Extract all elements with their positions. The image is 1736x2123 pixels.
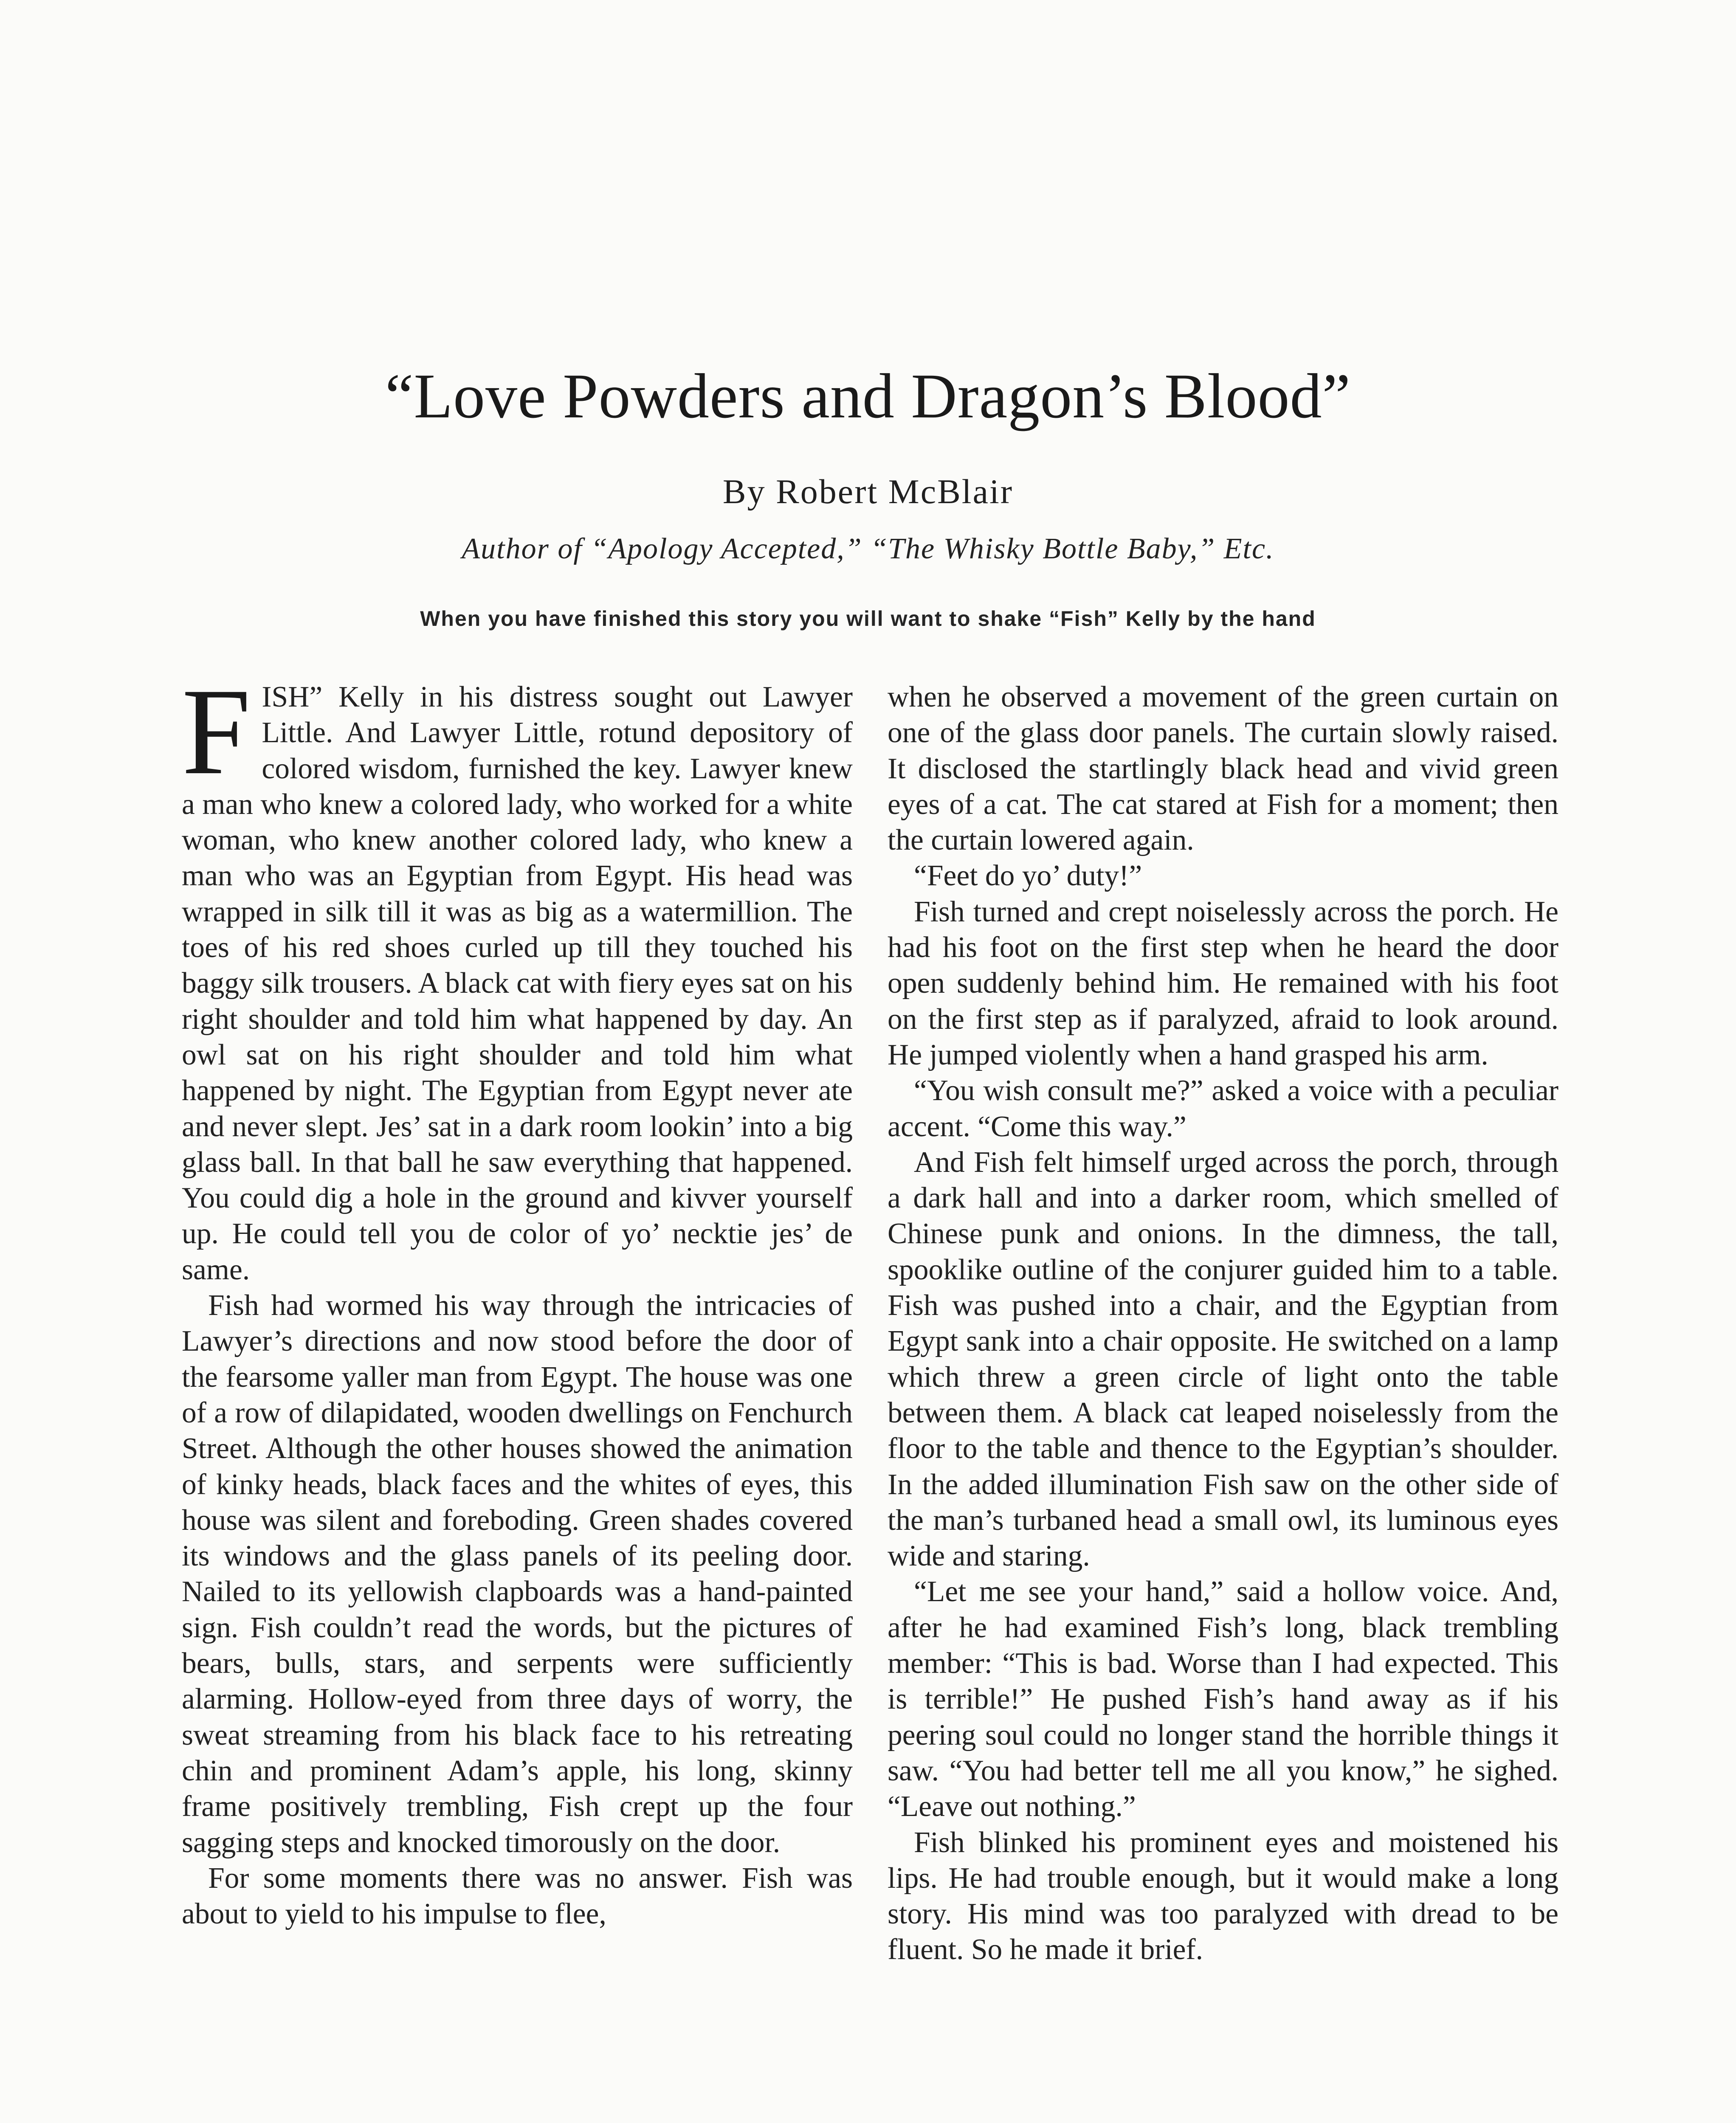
story-tagline: When you have finished this story you will want to shake “Fish” Kelly by the hand [420, 607, 1316, 631]
paragraph: “You wish consult me?” asked a voice with a peculiar accent. “Come this way.” [888, 1074, 1558, 1143]
paragraph: “Let me see your hand,” said a hollow voice. And, after he had examined Fish’s long, black trembling member: “This is bad. Worse than I had expected. This is terrible!” He pushed Fish’s hand away as if his peering soul could no longer stand the horrible things it saw. “You had better tell me all you know,” he sighed. “Leave out nothing.” [888, 1575, 1558, 1823]
drop-cap: F [182, 663, 251, 800]
paragraph: For some moments there was no answer. Fish was about to yield to his impulse to flee, [182, 1861, 853, 1931]
paragraph-text: ISH” Kelly in his distress sought out Lawyer Little. And Lawyer Little, rotund depository of colored wisdom, furnished the key. Lawyer knew a man who knew a colored lady, who worked for a white woman, who knew another colored lady, who knew a man who was an Egyptian from Egypt. His head was wrapped in silk till it was as big as a watermillion. The toes of his red shoes curled up till they touched his baggy silk trousers. A black cat with fiery eyes sat on his right shoulder and told him what happened by day. An owl sat on his right shoulder and told him what happened by night. The Egyptian from Egypt never ate and never slept. Jes’ sat in a dark room lookin’ into a big glass ball. In that ball he saw everything that happened. You could dig a hole in the ground and kivver yourself up. He could tell you de color of yo’ necktie jes’ de same. [182, 681, 853, 1286]
paragraph: Fish turned and crept noiselessly across the porch. He had his foot on the first step when he heard the door open suddenly behind him. He remained with his foot on the first step as if paralyzed, afraid to look around. He jumped violently when a hand grasped his arm. [888, 895, 1558, 1071]
paragraph: And Fish felt himself urged across the porch, through a dark hall and into a darker room, which smelled of Chinese punk and onions. In the dimness, the tall, spooklike outline of the conjurer guided him to a table. Fish was pushed into a chair, and the Egyptian from Egypt sank into a chair opposite. He switched on a lamp which threw a green circle of light onto the table between them. A black cat leaped noiselessly from the floor to the table and thence to the Egyptian’s shoulder. In the added illumination Fish saw on the other side of the man’s turbaned head a small owl, its luminous eyes wide and staring. [888, 1146, 1558, 1573]
paragraph: Fish blinked his prominent eyes and moistened his lips. He had trouble enough, but it would make a long story. His mind was too paralyzed with dread to be fluent. So he made it brief. [888, 1826, 1558, 1966]
paragraph: “Feet do yo’ duty!” [914, 859, 1142, 893]
paragraph: Fish had wormed his way through the intricacies of Lawyer’s directions and now stood before the door of the fearsome yaller man from Egypt. The house was one of a row of dilapidated, wooden dwellings on Fenchurch Street. Although the other houses showed the animation of kinky heads, black faces and the whites of eyes, this house was silent and foreboding. Green shades covered its windows and the glass panels of its peeling door. Nailed to its yellowish clapboards was a hand-painted sign. Fish couldn’t read the words, but the pictures of bears, bulls, stars, and serpents were sufficiently alarming. Hollow-eyed from three days of worry, the sweat streaming from his black face to his retreating chin and prominent Adam’s apple, his long, skinny frame positively trembling, Fish crept up the four sagging steps and knocked timorously on the door. [182, 1289, 853, 1859]
byline: By Robert McBlair [722, 472, 1014, 511]
story-title: “Love Powders and Dragon’s Blood” [385, 361, 1351, 431]
text-column-right [888, 679, 1558, 1968]
paragraph: when he observed a movement of the green curtain on one of the glass door panels. The curtain slowly raised. It disclosed the startlingly black head and vivid green eyes of a cat. The cat stared at Fish for a moment; then the curtain lowered again. [888, 681, 1558, 857]
paragraph [182, 663, 853, 1288]
author-previous-works: Author of “Apology Accepted,” “The Whisky Bottle Baby,” Etc. [462, 532, 1274, 565]
text-column-left [182, 663, 853, 1932]
